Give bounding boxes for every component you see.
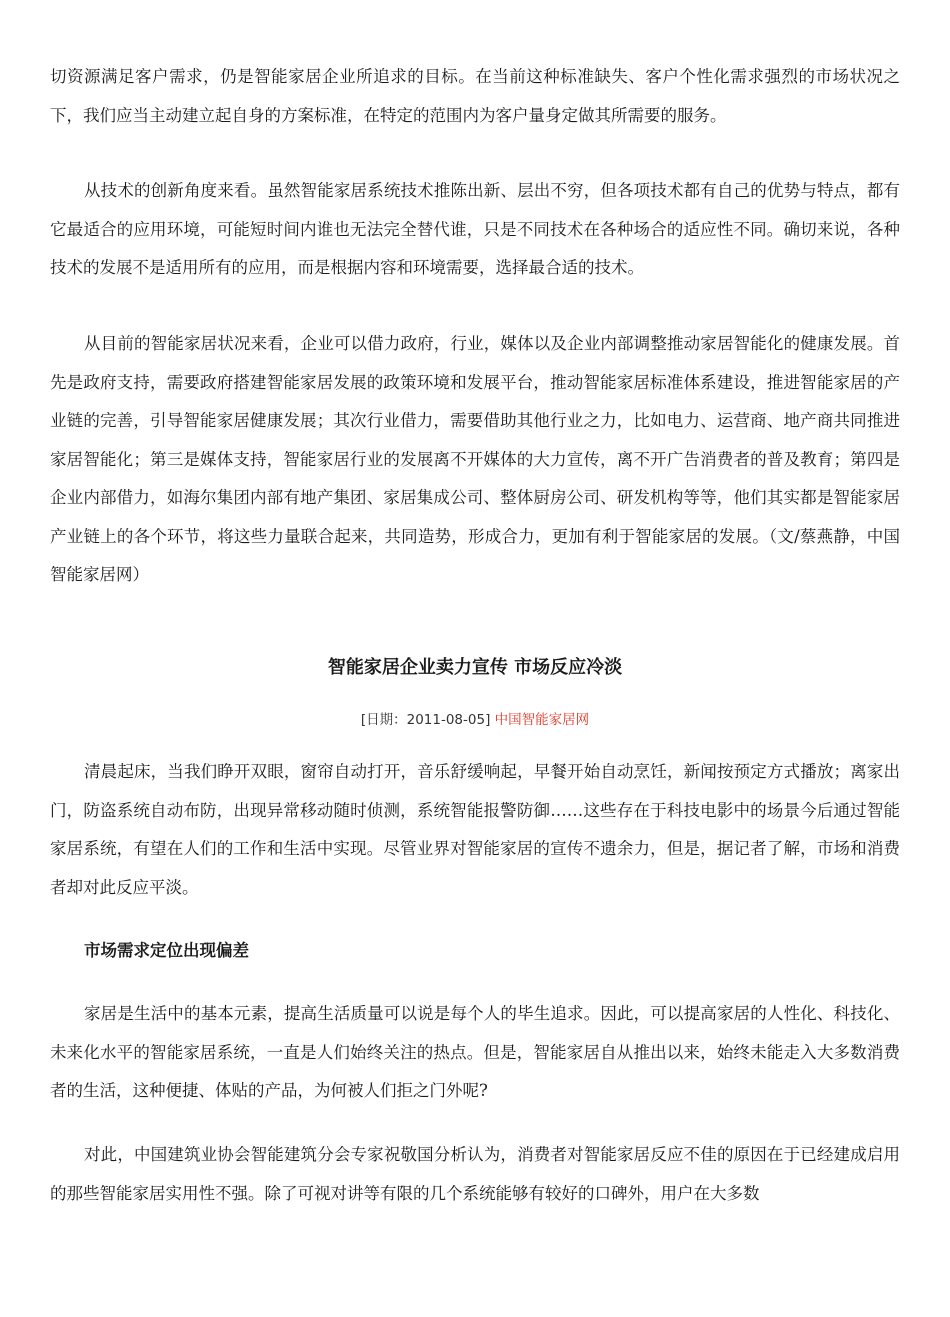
paragraph-1: 切资源满足客户需求，仍是智能家居企业所追求的目标。在当前这种标准缺失、客户个性化需求强烈的市场状况之下，我们应当主动建立起自身的方案标准，在特定的范围内为客户量身定做其所需要的服务。 <box>50 67 900 125</box>
paragraph-3: 从目前的智能家居状况来看，企业可以借力政府，行业，媒体以及企业内部调整推动家居智能化的健康发展。首先是政府支持，需要政府搭建智能家居发展的政策环境和发展平台，推动智能家居标准体系建设，推进智能家居的产业链的完善，引导智能家居健康发展；其次行业借力，需要借助其他行业之力，比如电力、运营商、地产商共同推进家居智能化；第三是媒体支持，智能家居行业的发展离不开媒体的大力宣传，离不开广告消费者的普及教育；第四是企业内部借力，如海尔集团内部有地产集团、家居集成公司、整体厨房公司、研发机构等等，他们其实都是智能家居产业链上的各个环节，将这些力量联合起来，共同造势，形成合力，更加有利于智能家居的发展。（文/蔡燕静，中国智能家居网） <box>50 334 900 584</box>
paragraph-4: 清晨起床，当我们睁开双眼，窗帘自动打开，音乐舒缓响起，早餐开始自动烹饪，新闻按预定方式播放；离家出门，防盗系统自动布防，出现异常移动随时侦测，系统智能报警防御……这些存在于科技电影中的场景今后通过智能家居系统，有望在人们的工作和生活中实现。尽管业界对智能家居的宣传不遗余力，但是，据记者了解，市场和消费者却对此反应平淡。 <box>50 762 900 897</box>
article-title: 智能家居企业卖力宣传 市场反应冷淡 <box>327 657 623 678</box>
article-meta <box>50 708 900 728</box>
article-source-link[interactable]: 中国智能家居网 <box>494 712 590 728</box>
article-date: [日期：2011-08-05] <box>360 712 491 728</box>
paragraph-2: 从技术的创新角度来看。虽然智能家居系统技术推陈出新、层出不穷，但各项技术都有自己的优势与特点，都有它最适合的应用环境，可能短时间内谁也无法完全替代谁，只是不同技术在各种场合的适应性不同。确切来说，各种技术的发展不是适用所有的应用，而是根据内容和环境需要，选择最合适的技术。 <box>50 181 900 277</box>
section-subheading: 市场需求定位出现偏差 <box>84 941 249 960</box>
paragraph-6: 对此，中国建筑业协会智能建筑分会专家祝敬国分析认为，消费者对智能家居反应不佳的原因在于已经建成启用的那些智能家居实用性不强。除了可视对讲等有限的几个系统能够有较好的口碑外，用户在大多数 <box>50 1145 900 1203</box>
paragraph-5: 家居是生活中的基本元素，提高生活质量可以说是每个人的毕生追求。因此，可以提高家居的人性化、科技化、未来化水平的智能家居系统，一直是人们始终关注的热点。但是，智能家居自从推出以来，始终未能走入大多数消费者的生活，这种便捷、体贴的产品，为何被人们拒之门外呢? <box>50 1004 900 1100</box>
